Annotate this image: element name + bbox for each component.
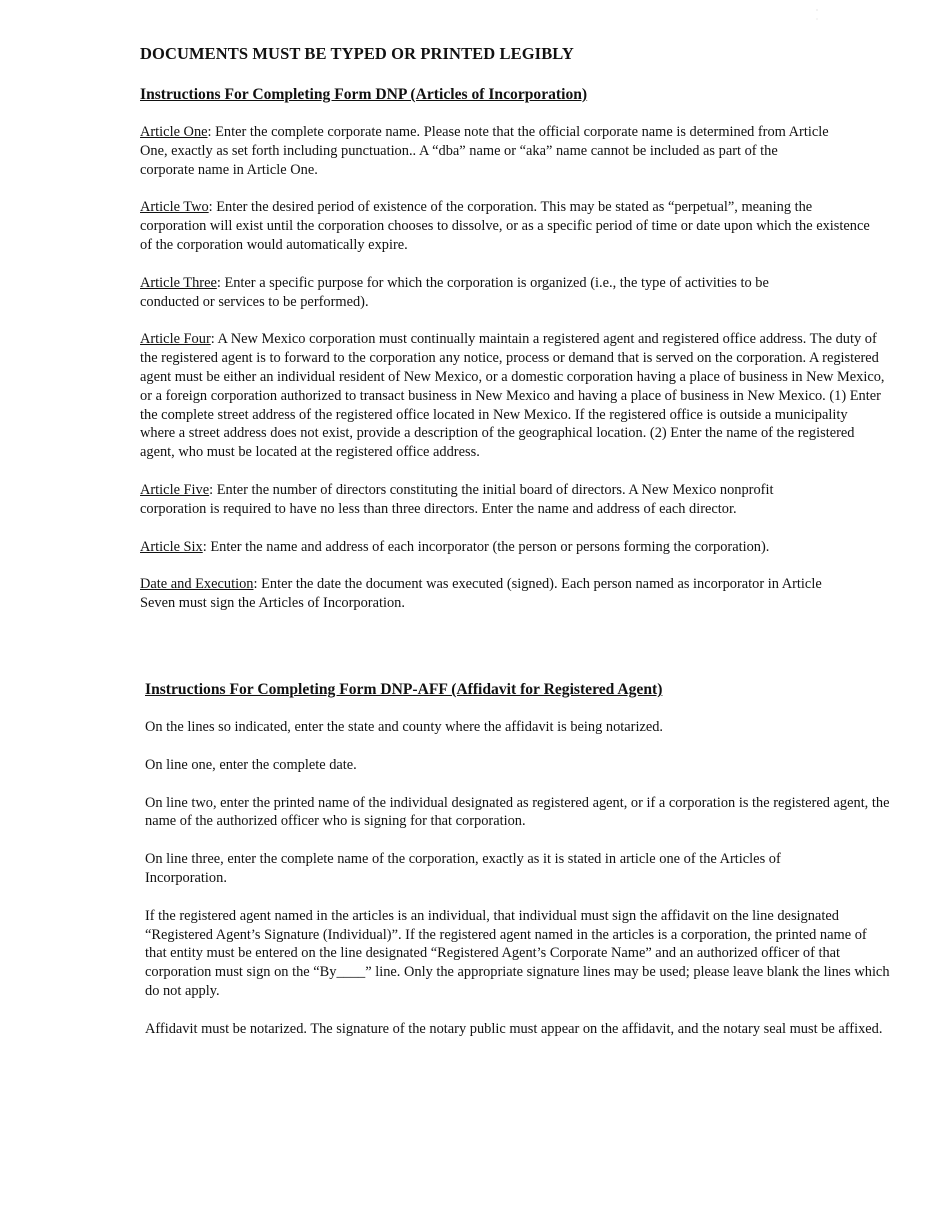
page-title: DOCUMENTS MUST BE TYPED OR PRINTED LEGIBLY	[140, 44, 574, 63]
article-five-term: Article Five	[140, 481, 210, 498]
article-six-term: Article Six	[140, 538, 203, 555]
article-six-paragraph	[140, 538, 880, 557]
scan-speck-mark	[816, 8, 818, 22]
article-two-term: Article Two	[140, 199, 209, 216]
article-one-paragraph	[140, 123, 830, 179]
article-five-text: : Enter the number of directors constituting the initial board of directors. A New Mexico nonprofit corporation is required to have no less than three directors. Enter the name and address of each director.	[140, 481, 774, 517]
article-three-term: Article Three	[140, 274, 217, 291]
article-six-text: : Enter the name and address of each incorporator (the person or persons forming the corporation).	[202, 538, 770, 555]
article-four-term: Article Four	[140, 331, 211, 348]
aff-state-county-paragraph: On the lines so indicated, enter the state and county where the affidavit is being notarized.	[145, 719, 664, 735]
article-three-text: : Enter a specific purpose for which the corporation is organized (i.e., the type of activities to be conducted or services to be performed).	[140, 274, 769, 310]
article-two-text: : Enter the desired period of existence of the corporation. This may be stated as “perpetual”, meaning the corporation will exist until the corporation chooses to dissolve, or as a specific period of time or date upon which the existence of the corporation would automatically expire.	[140, 199, 870, 253]
date-execution-term: Date and Execution	[140, 576, 254, 593]
aff-line-one-paragraph: On line one, enter the complete date.	[145, 756, 357, 773]
article-one-text: : Enter the complete corporate name. Please note that the official corporate name is determined from Article One, exactly as set forth including punctuation.. A “dba” name or “aka” name cannot be included as part of the corporate name in Article One.	[140, 124, 829, 178]
article-three-paragraph	[140, 274, 830, 312]
dnp-section-heading: Instructions For Completing Form DNP (Articles of Incorporation)	[140, 86, 588, 103]
article-one-term: Article One	[140, 124, 208, 140]
dnp-instructions-section	[140, 86, 890, 632]
article-four-paragraph	[140, 330, 885, 462]
article-four-text: : A New Mexico corporation must continually maintain a registered agent and registered office address. The duty of the registered agent is to forward to the corporation any notice, process or demand that is served on the corporation. A registered agent must be either an individual resident of New Mexico, or a domestic corporation having a place of business in New Mexico, or a foreign corporation authorized to transact business in New Mexico and having a place of business in New Mexico. (1) Enter the complete street address of the registered office located in New Mexico. If the registered office is outside a municipality where a street address does not exist, provide a description of the geographical location. (2) Enter the name of the registered agent, who must be located at the registered office address.	[140, 331, 885, 461]
aff-line-two-paragraph: On line two, enter the printed name of the individual designated as registered agent, or if a corporation is the registered agent, the name of the authorized officer who is signing for that corporation.	[145, 794, 890, 830]
date-execution-paragraph	[140, 575, 855, 613]
dnp-aff-section-heading: Instructions For Completing Form DNP-AFF (Affidavit for Registered Agent)	[145, 681, 663, 698]
aff-line-three-paragraph: On line three, enter the complete name of the corporation, exactly as it is stated in article one of the Articles of Incorporation.	[145, 851, 781, 886]
dnp-aff-instructions-section	[145, 681, 895, 1058]
article-two-paragraph	[140, 198, 878, 254]
aff-signature-paragraph: If the registered agent named in the articles is an individual, that individual must sign the affidavit on the line designated “Registered Agent’s Signature (Individual)”. If the registered agent named in the articles is a corporation, the printed name of that entity must be entered on the line designated “Registered Agent’s Corporate Name” and an authorized officer of that corporation must sign on the “By____” line. Only the appropriate signature lines may be used; please leave blank the lines which do not apply.	[145, 907, 890, 999]
article-five-paragraph	[140, 481, 840, 519]
aff-notarized-paragraph: Affidavit must be notarized. The signature of the notary public must appear on the affidavit, and the notary seal must be affixed.	[145, 1020, 883, 1037]
date-execution-text: : Enter the date the document was executed (signed). Each person named as incorporator in Article Seven must sign the Articles of Incorporation.	[140, 576, 822, 612]
